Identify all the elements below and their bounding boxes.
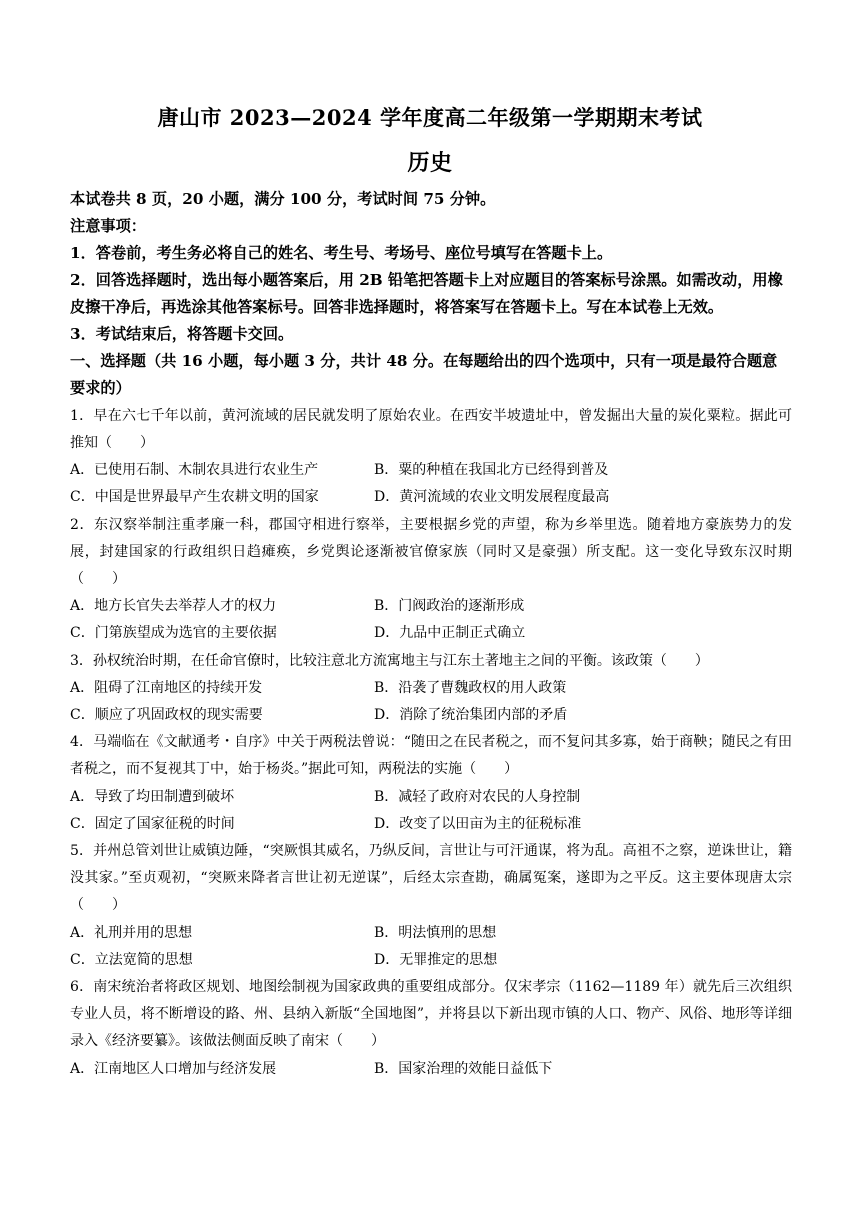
- exam-summary: 本试卷共 8 页，20 小题，满分 100 分，考试时间 75 分钟。: [70, 190, 496, 208]
- option-row: [70, 947, 792, 974]
- option-row: [70, 675, 792, 702]
- option-d: D．黄河流域的农业文明发展程度最高: [374, 489, 610, 506]
- notice-item: 3．考试结束后，将答题卡交回。: [70, 325, 294, 343]
- option-a: A．已使用石制、木制农具进行农业生产: [70, 462, 319, 479]
- question-stem: 5．并州总管刘世让威镇边陲，“突厥惧其威名，乃纵反间，言世让与可汗通谋，将为乱。高祖不之察，逆诛世让，籍没其家。”至贞观初，“突厥来降者言世让初无逆谋”，后经太宗查勘，确属冤案，遂即为之平反。这主要体现唐太宗（ ）: [70, 843, 792, 914]
- option-d: D．九品中正制正式确立: [374, 625, 526, 642]
- option-c: C．顺应了巩固政权的现实需要: [70, 707, 263, 724]
- question-stem: 2．东汉察举制注重孝廉一科，郡国守相进行察举，主要根据乡党的声望，称为乡举里选。随着地方豪族势力的发展，封建国家的行政组织日趋瘫痪，乡党舆论逐渐被官僚家族（同时又是豪强）所支配。这一变化导致东汉时期（ ）: [70, 516, 792, 588]
- option-d: D．改变了以田亩为主的征税标准: [374, 815, 582, 832]
- option-b: B．国家治理的效能日益低下: [374, 1060, 553, 1077]
- option-b: B．门阀政治的逐渐形成: [374, 598, 525, 615]
- notice-item: 1．答卷前，考生务必将自己的姓名、考生号、考场号、座位号填写在答题卡上。: [70, 244, 613, 262]
- option-b: B．减轻了政府对农民的人身控制: [374, 788, 581, 805]
- option-b: B．沿袭了曹魏政权的用人政策: [374, 679, 567, 696]
- option-row: [70, 457, 792, 484]
- option-row: [70, 593, 792, 620]
- exam-body: [70, 186, 792, 1083]
- notice-label: 注意事项：: [70, 217, 146, 235]
- option-row: [70, 784, 792, 811]
- exam-title: 唐山市 2023—2024 学年度高二年级第一学期期末考试: [157, 105, 703, 130]
- option-a: A．阻碍了江南地区的持续开发: [70, 679, 263, 696]
- option-c: C．固定了国家征税的时间: [70, 815, 235, 832]
- option-row: [70, 484, 792, 511]
- option-a: A．地方长官失去举荐人才的权力: [70, 598, 277, 615]
- question-stem: 3．孙权统治时期，在任命官僚时，比较注意北方流寓地主与江东土著地主之间的平衡。该政策（ ）: [70, 652, 709, 669]
- question-stem: 4．马端临在《文献通考・自序》中关于两税法曾说：“随田之在民者税之，而不复问其多寡，始于商鞅；随民之有田者税之，而不复视其丁中，始于杨炎。”据此可知，两税法的实施（ ）: [70, 734, 792, 778]
- option-c: C．门第族望成为选官的主要依据: [70, 625, 277, 642]
- option-a: A．礼刑并用的思想: [70, 924, 193, 941]
- option-d: D．消除了统治集团内部的矛盾: [374, 707, 568, 724]
- section-heading: 一、选择题（共 16 小题，每小题 3 分，共计 48 分。在每题给出的四个选项中，只有一项是最符合题意要求的）: [70, 352, 778, 398]
- option-row: [70, 1056, 792, 1083]
- option-c: C．中国是世界最早产生农耕文明的国家: [70, 489, 319, 506]
- option-row: [70, 620, 792, 647]
- option-c: C．立法宽简的思想: [70, 951, 193, 968]
- option-row: [70, 811, 792, 838]
- exam-subject: 历史: [407, 150, 453, 176]
- option-row: [70, 702, 792, 729]
- option-b: B．明法慎刑的思想: [374, 924, 497, 941]
- option-b: B．粟的种植在我国北方已经得到普及: [374, 462, 609, 479]
- option-a: A．导致了均田制遭到破坏: [70, 788, 235, 805]
- option-a: A．江南地区人口增加与经济发展: [70, 1060, 277, 1077]
- question-stem: 6．南宋统治者将政区规划、地图绘制视为国家政典的重要组成部分。仅宋孝宗（1162—1189 年）就先后三次组织专业人员，将不断增设的路、州、县纳入新版“全国地图”，并将县以下新出现市镇的人口、物产、风俗、地形等详细录入《经济要纂》。该做法侧面反映了南宋（ ）: [70, 979, 792, 1050]
- question-stem: 1．早在六七千年以前，黄河流域的居民就发明了原始农业。在西安半坡遗址中，曾发掘出大量的炭化粟粒。据此可推知（ ）: [70, 407, 792, 452]
- option-d: D．无罪推定的思想: [374, 951, 498, 968]
- option-row: [70, 920, 792, 947]
- notice-item: 2．回答选择题时，选出每小题答案后，用 2B 铅笔把答题卡上对应题目的答案标号涂黑。如需改动，用橡皮擦干净后，再选涂其他答案标号。回答非选择题时，将答案写在答题卡上。写在本试卷上无效。: [70, 271, 783, 316]
